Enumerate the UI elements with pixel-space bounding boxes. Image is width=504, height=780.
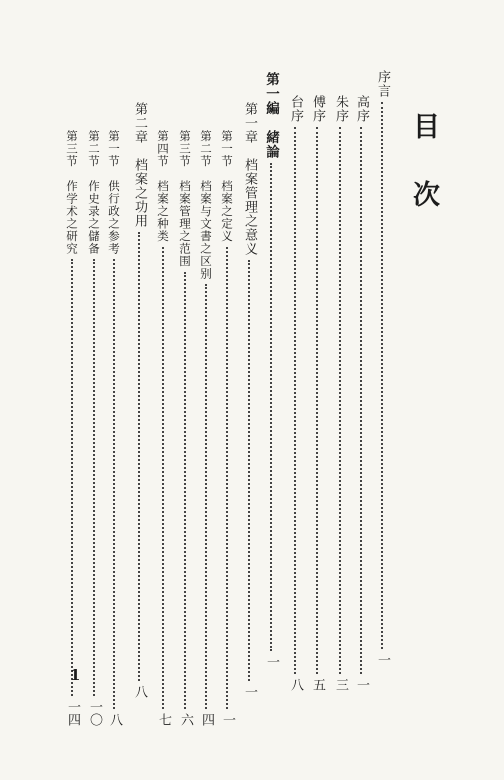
toc-entry-label: 第四节 档案之种类: [156, 130, 170, 243]
leader-dots: [71, 259, 73, 696]
toc-entry-page: 一: [220, 713, 235, 726]
toc-entry-label: 台序: [288, 95, 303, 123]
toc-entry-fu-preface: [308, 95, 326, 691]
toc-entry-label: 第三节 作学术之研究: [65, 130, 79, 255]
toc-entry-page: 一〇: [87, 700, 102, 726]
toc-entry-section-2-3: [63, 130, 81, 726]
toc-entry-label: 第一节 供行政之参考: [107, 130, 121, 255]
toc-entry-chapter-one: [240, 102, 258, 698]
leader-dots: [162, 247, 164, 710]
leader-dots: [270, 163, 272, 651]
leader-dots: [226, 247, 228, 710]
toc-entry-preface: [373, 70, 391, 666]
toc-entry-page: 一: [264, 655, 279, 668]
toc-entry-label: 第三节 档案管理之范围: [178, 130, 192, 268]
toc-entry-label: 朱序: [333, 95, 348, 123]
toc-entry-section-1-4: [154, 130, 172, 726]
leader-dots: [381, 102, 383, 649]
toc-entry-page: 八: [288, 678, 303, 691]
toc-entry-label: 第一編 緒論: [263, 72, 279, 159]
toc-entry-page: 一: [375, 653, 390, 666]
leader-dots: [360, 127, 362, 674]
toc-entry-label: 第一节 档案之定义: [220, 130, 234, 243]
toc-entry-page: 一: [242, 685, 257, 698]
toc-entry-label: 第二节 档案与文書之区别: [199, 130, 213, 280]
page-number: 1: [70, 666, 81, 684]
toc-entry-section-2-1: [105, 130, 123, 726]
toc-entry-label: 高序: [354, 95, 369, 123]
toc-entry-page: 一: [354, 678, 369, 691]
leader-dots: [93, 259, 95, 696]
toc-entry-page: 八: [107, 713, 122, 726]
toc-entry-chapter-two: [130, 102, 148, 698]
toc-entry-page: 三: [333, 678, 348, 691]
toc-entry-zhu-preface: [331, 95, 349, 691]
leader-dots: [184, 272, 186, 710]
toc-entry-section-1-2: [197, 130, 215, 726]
toc-entry-label: 序言: [375, 70, 390, 98]
leader-dots: [205, 284, 207, 709]
toc-entry-section-1-1: [218, 130, 236, 726]
toc-entry-label: 第一章 档案管理之意义: [242, 102, 257, 256]
leader-dots: [339, 127, 341, 674]
toc-entry-label: 傅序: [310, 95, 325, 123]
toc-entry-label: 第二节 作史录之儲备: [87, 130, 101, 255]
toc-entry-part-one: [262, 72, 280, 668]
leader-dots: [113, 259, 115, 709]
toc-entry-page: 六: [178, 713, 193, 726]
toc-entry-section-1-3: [176, 130, 194, 726]
leader-dots: [248, 260, 250, 681]
leader-dots: [316, 127, 318, 674]
toc-entry-page: 五: [310, 678, 325, 691]
toc-entry-label: 第二章 档案之功用: [132, 102, 147, 228]
leader-dots: [138, 232, 140, 681]
toc-entry-tai-preface: [286, 95, 304, 691]
leader-dots: [294, 127, 296, 674]
toc-entry-gao-preface: [352, 95, 370, 691]
page-title: 目 次: [408, 112, 439, 224]
toc-entry-page: 七: [156, 713, 171, 726]
toc-entry-section-2-2: [85, 130, 103, 726]
toc-entry-page: 一四: [65, 700, 80, 726]
toc-entry-page: 八: [132, 685, 147, 698]
toc-entry-page: 四: [199, 713, 214, 726]
